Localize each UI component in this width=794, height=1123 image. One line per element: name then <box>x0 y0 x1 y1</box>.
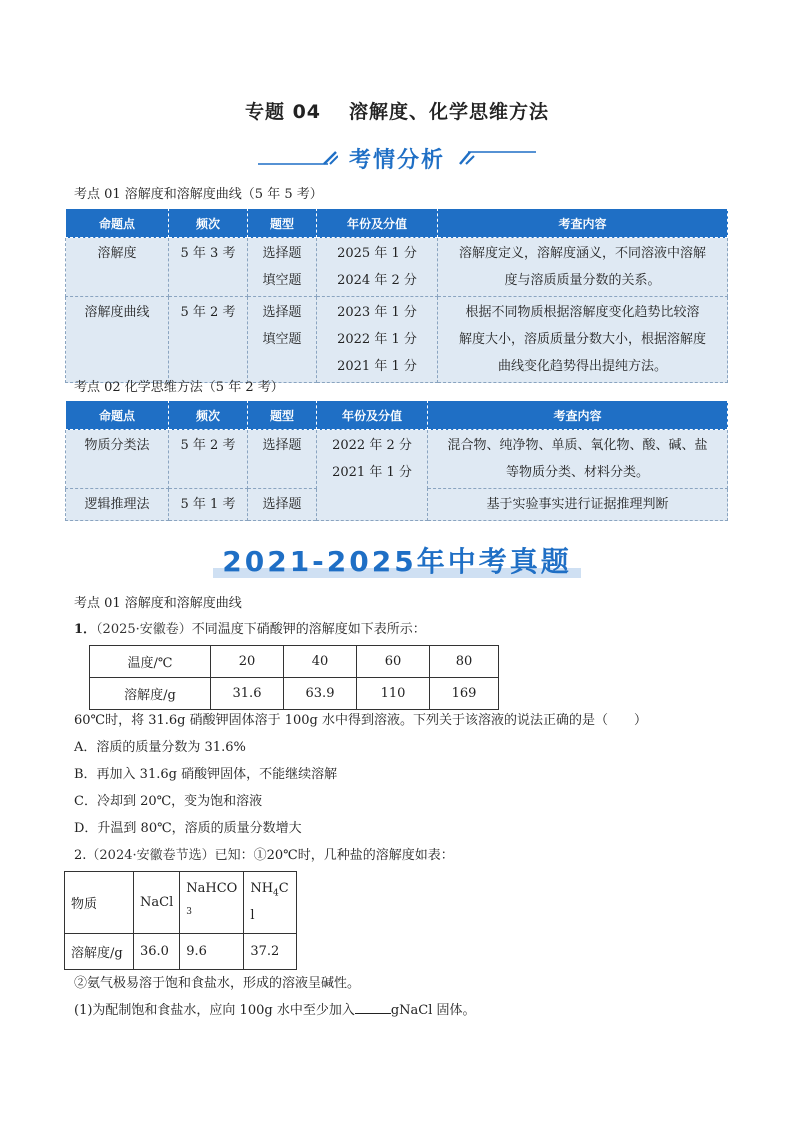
question-2-sub1 <box>74 999 476 1018</box>
content-line: 等物质分类、材料分类。 <box>505 465 649 480</box>
cell-freq: 5 年 3 考 <box>169 238 248 297</box>
solubility-cell: 37.2 <box>244 934 297 970</box>
cell-years <box>317 238 438 297</box>
big-title-text: 2021-2025年中考真题 <box>222 545 572 578</box>
section2-label: 考点 02 化学思维方法（5 年 2 考） <box>74 380 284 395</box>
temp-cell: 20 <box>211 646 284 678</box>
year-item: 2022 年 1 分 <box>337 332 417 347</box>
solubility-cell: 36.0 <box>134 934 180 970</box>
cell-freq: 5 年 1 考 <box>169 489 248 521</box>
cell-content <box>438 238 728 297</box>
question-text: 不同温度下硝酸钾的溶解度如下表所示： <box>191 622 426 637</box>
answer-blank[interactable] <box>355 1002 391 1014</box>
solubility-cell: 9.6 <box>180 934 244 970</box>
header-nacl: NaCl <box>134 872 180 934</box>
option-a: A．溶质的质量分数为 31.6% <box>74 740 246 755</box>
cell-freq: 5 年 2 考 <box>169 297 248 383</box>
section-banner <box>0 143 794 173</box>
topic-number: 专题 04 <box>244 101 322 123</box>
temp-cell: 80 <box>430 646 499 678</box>
table-header-row <box>66 401 728 430</box>
header-type: 题型 <box>248 401 317 430</box>
row-label-solubility: 溶解度/g <box>90 678 211 710</box>
type-item: 选择题 <box>262 246 302 261</box>
table-header-row <box>66 209 728 238</box>
content-line: 基于实验事实进行证据推理判断 <box>486 497 669 512</box>
exam-table-1 <box>65 208 728 383</box>
page-title <box>0 97 794 124</box>
cell-years <box>317 297 438 383</box>
exam-table-2 <box>65 400 728 521</box>
header-point: 命题点 <box>66 209 169 238</box>
type-item: 选择题 <box>262 305 302 320</box>
cell-type: 选择题 <box>248 430 317 489</box>
formula-text: NaHCO <box>186 881 238 896</box>
header-nahco3 <box>180 872 244 934</box>
question-2-stem <box>74 844 454 863</box>
header-years: 年份及分值 <box>317 209 438 238</box>
topic-name: 溶解度、化学思维方法 <box>349 101 550 123</box>
option-d: D．升温到 80℃，溶质的质量分数增大 <box>74 821 302 836</box>
cell-types <box>248 238 317 297</box>
cell-point: 物质分类法 <box>66 430 169 489</box>
table-row <box>66 238 728 297</box>
formula-text: NH <box>250 881 274 896</box>
year-item: 2022 年 2 分 <box>332 438 412 453</box>
type-item: 填空题 <box>262 273 302 288</box>
content-line: 根据不同物质根据溶解度变化趋势比较溶 <box>465 305 700 320</box>
row-label-solubility: 溶解度/g <box>65 934 134 970</box>
banner-right-decoration <box>458 147 538 167</box>
year-item: 2021 年 1 分 <box>337 359 417 374</box>
cell-point: 溶解度 <box>66 238 169 297</box>
cell-type: 选择题 <box>248 489 317 521</box>
year-item: 2023 年 1 分 <box>337 305 417 320</box>
cell-years <box>317 430 428 521</box>
header-content: 考查内容 <box>438 209 728 238</box>
header-freq: 频次 <box>169 401 248 430</box>
question-1-stem <box>74 618 426 637</box>
solubility-cell: 63.9 <box>284 678 357 710</box>
table-row <box>66 430 728 489</box>
question-source: （2024·安徽卷节选） <box>86 848 215 863</box>
question-source: （2025·安徽卷） <box>96 622 192 637</box>
question-number: 2. <box>74 848 87 863</box>
year-item: 2024 年 2 分 <box>337 273 417 288</box>
header-point: 命题点 <box>66 401 169 430</box>
content-line: 混合物、纯净物、单质、氧化物、酸、碱、盐 <box>447 438 708 453</box>
table-row <box>65 872 297 934</box>
content-line: 溶解度定义，溶解度涵义，不同溶液中溶解 <box>458 246 706 261</box>
solubility-table-salts <box>64 871 297 970</box>
question-text: 已知：①20℃时，几种盐的溶解度如表： <box>214 848 454 863</box>
formula-subscript: 3 <box>186 907 192 917</box>
table-row <box>90 678 499 710</box>
content-line: 解度大小，溶质质量分数大小，根据溶解度 <box>458 332 706 347</box>
header-freq: 频次 <box>169 209 248 238</box>
cell-freq: 5 年 2 考 <box>169 430 248 489</box>
header-substance: 物质 <box>65 872 134 934</box>
content-line: 度与溶质质量分数的关系。 <box>504 273 661 288</box>
solubility-cell: 169 <box>430 678 499 710</box>
row-label-temp: 温度/℃ <box>90 646 211 678</box>
year-item: 2021 年 1 分 <box>332 465 412 480</box>
header-content: 考查内容 <box>428 401 728 430</box>
temp-cell: 40 <box>284 646 357 678</box>
question-1-body: 60℃时，将 31.6g 硝酸钾固体溶于 100g 水中得到溶液。下列关于该溶液的说法正确的是（ ） <box>74 713 648 728</box>
banner-title: 考情分析 <box>348 148 445 173</box>
question-number: 1． <box>74 622 97 637</box>
cell-content <box>438 297 728 383</box>
formula-subscript: 4 <box>273 888 279 899</box>
section3-label: 考点 01 溶解度和溶解度曲线 <box>74 596 242 611</box>
cell-content <box>428 489 728 521</box>
header-type: 题型 <box>248 209 317 238</box>
cell-point: 逻辑推理法 <box>66 489 169 521</box>
temp-cell: 60 <box>357 646 430 678</box>
question-2-note: ②氨气极易溶于饱和食盐水，形成的溶液呈碱性。 <box>74 976 361 991</box>
solubility-cell: 110 <box>357 678 430 710</box>
header-years: 年份及分值 <box>317 401 428 430</box>
option-c: C．冷却到 20℃，变为饱和溶液 <box>74 794 263 809</box>
type-item: 填空题 <box>262 332 302 347</box>
solubility-table-kno3 <box>89 645 499 710</box>
year-item: 2025 年 1 分 <box>337 246 417 261</box>
formula-text: l <box>250 907 255 923</box>
cell-types <box>248 297 317 383</box>
cell-point: 溶解度曲线 <box>66 297 169 383</box>
table-row <box>90 646 499 678</box>
banner-left-decoration <box>258 149 338 169</box>
sub1-text: (1)为配制饱和食盐水，应向 100g 水中至少加入 <box>74 1003 355 1018</box>
table-row <box>65 934 297 970</box>
header-nh4cl <box>244 872 297 934</box>
section1-label: 考点 01 溶解度和溶解度曲线（5 年 5 考） <box>74 187 323 202</box>
table-row <box>66 297 728 383</box>
solubility-cell: 31.6 <box>211 678 284 710</box>
content-line: 曲线变化趋势得出提纯方法。 <box>497 359 667 374</box>
cell-content <box>428 430 728 489</box>
option-b: B．再加入 31.6g 硝酸钾固体，不能继续溶解 <box>74 767 338 782</box>
sub1-text-after: gNaCl 固体。 <box>390 1003 476 1018</box>
formula-text: C <box>278 881 289 896</box>
exam-section-title <box>0 540 794 580</box>
